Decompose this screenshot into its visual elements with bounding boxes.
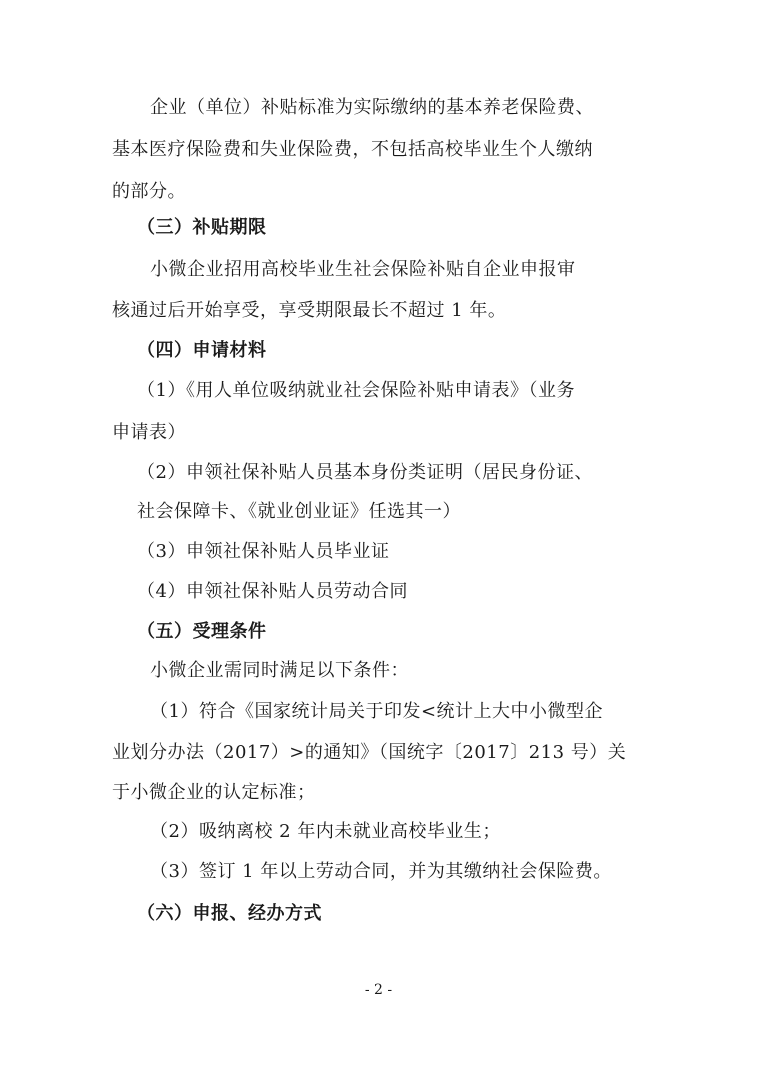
paragraph-1-line-3: 的部分。 [112,181,186,202]
section-3-line-2: 核通过后开始享受，享受期限最长不超过 1 年。 [112,300,507,321]
page-number: - 2 - [364,982,393,998]
section-4-item-1-line-1: （1）《用人单位吸纳就业社会保险补贴申请表》（业务 [137,380,575,401]
section-4-item-3: （3）申领社保补贴人员毕业证 [137,541,390,562]
section-5-item-3: （3）签订 1 年以上劳动合同，并为其缴纳社会保险费。 [150,861,612,882]
section-4-heading: （四）申请材料 [137,340,267,361]
section-4-item-2-line-2: 社会保障卡、《就业创业证》任选其一） [137,501,461,522]
section-5-item-1-line-3: 于小微企业的认定标准； [112,782,316,803]
section-5-heading: （五）受理条件 [137,621,267,642]
section-6-heading: （六）申报、经办方式 [137,903,322,924]
paragraph-1-line-1: 企业（单位）补贴标准为实际缴纳的基本养老保险费、 [150,97,594,118]
paragraph-1-line-2: 基本医疗保险费和失业保险费，不包括高校毕业生个人缴纳 [112,139,593,160]
section-3-line-1: 小微企业招用高校毕业生社会保险补贴自企业申报审 [150,259,576,280]
section-4-item-2-line-1: （2）申领社保补贴人员基本身份类证明（居民身份证、 [137,462,593,483]
section-3-heading: （三）补贴期限 [137,217,267,238]
section-5-item-2: （2）吸纳离校 2 年内未就业高校毕业生； [150,821,501,842]
section-4-item-4: （4）申领社保补贴人员劳动合同 [137,581,408,602]
section-5-item-1-line-1: （1）符合《国家统计局关于印发<统计上大中小微型企 [150,701,604,722]
section-5-item-1-line-2: 业划分办法（2017）>的通知》（国统字〔2017〕213 号）关 [112,742,627,763]
section-4-item-1-line-2: 申请表） [112,422,186,443]
section-5-intro: 小微企业需同时满足以下条件： [150,660,409,681]
